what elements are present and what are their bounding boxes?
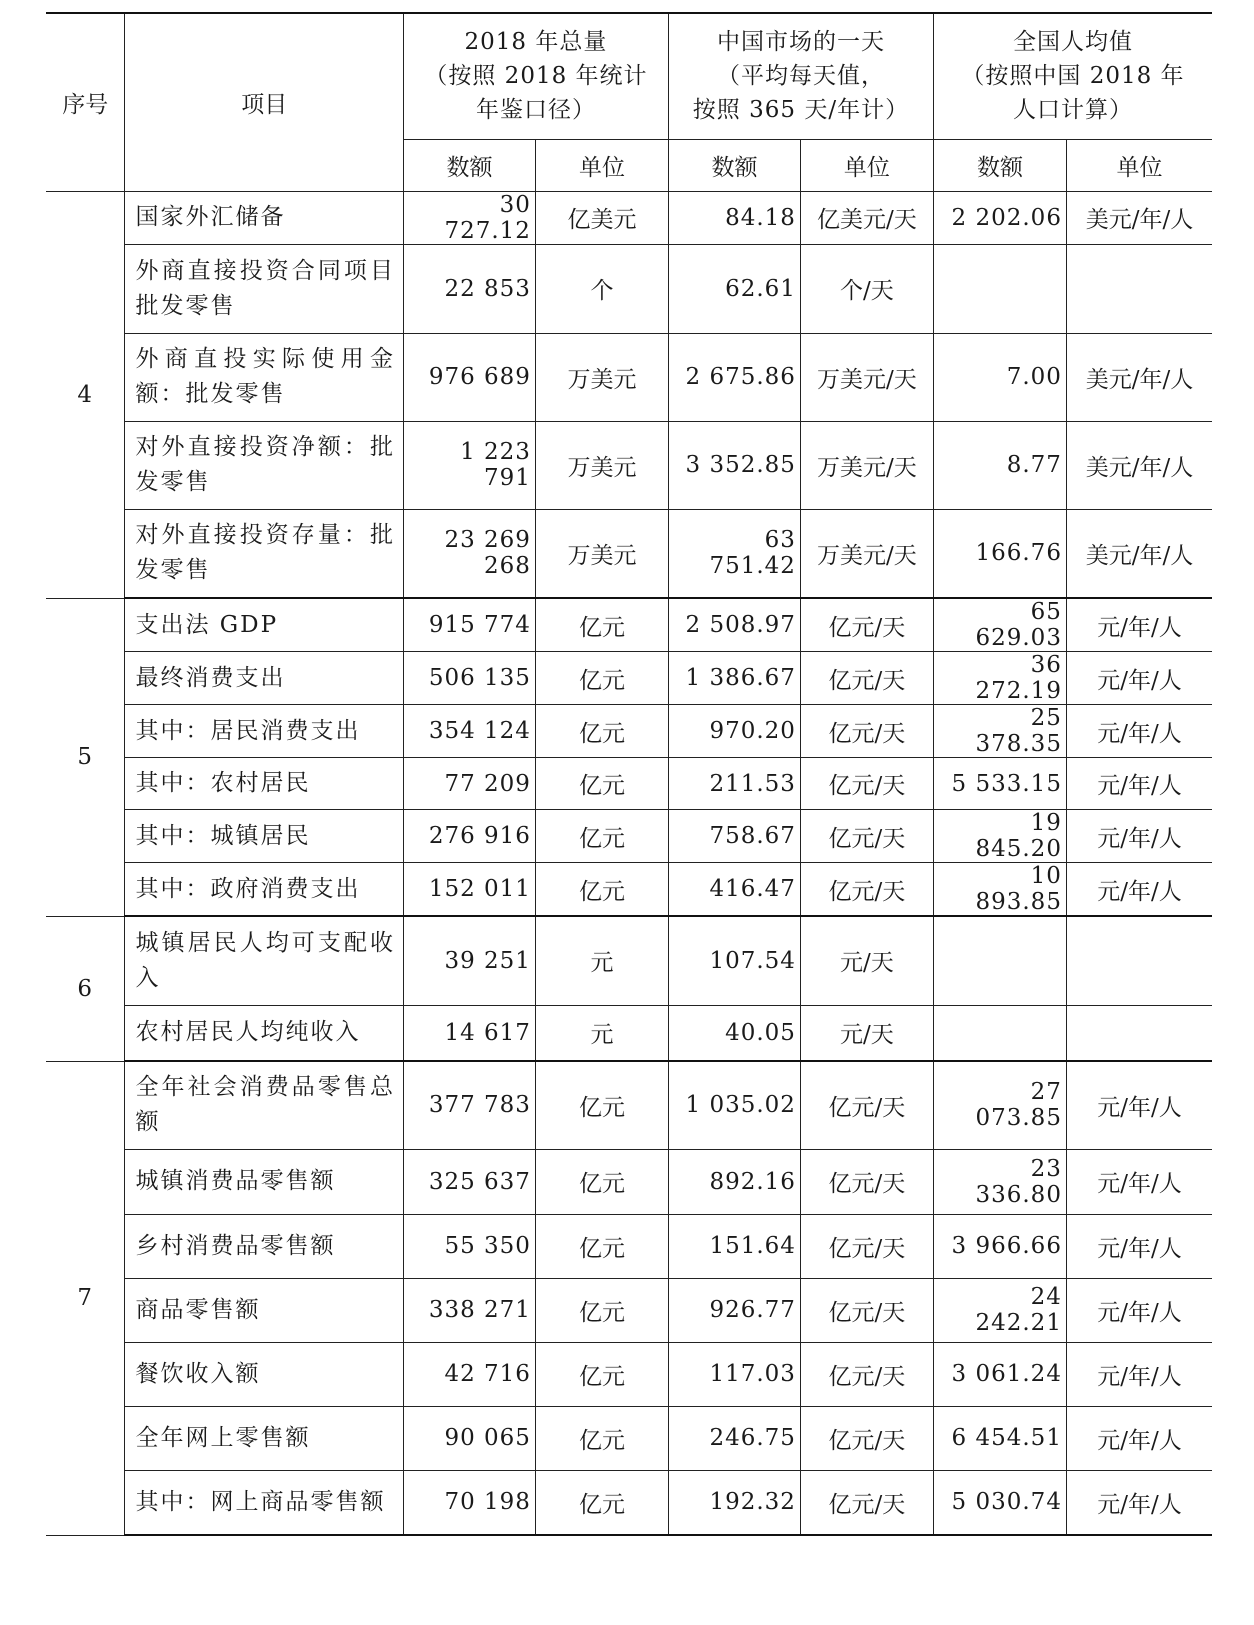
percapita-unit-cell: 元/年/人 <box>1066 1406 1212 1470</box>
percapita-amount-cell: 24 242.21 <box>933 1278 1066 1342</box>
total-amount-cell: 39 251 <box>403 916 535 1005</box>
percapita-amount-cell: 7.00 <box>933 333 1066 421</box>
daily-unit-cell: 元/天 <box>800 916 933 1005</box>
table-row <box>46 758 1212 810</box>
percapita-amount-cell: 8.77 <box>933 421 1066 509</box>
percapita-amount-cell: 23 336.80 <box>933 1149 1066 1214</box>
daily-unit-cell: 亿元/天 <box>800 705 933 758</box>
total-unit-cell: 亿元 <box>535 1149 668 1214</box>
statistics-table <box>46 12 1212 1536</box>
total-unit-cell: 亿元 <box>535 1061 668 1149</box>
total-amount-cell: 55 350 <box>403 1214 535 1278</box>
daily-unit-cell: 亿元/天 <box>800 1278 933 1342</box>
total-unit-cell: 亿元 <box>535 705 668 758</box>
item-cell: 外商直接投资合同项目批发零售 <box>125 244 404 333</box>
total-unit-cell: 亿元 <box>535 652 668 705</box>
header-seq: 序号 <box>46 13 125 191</box>
daily-unit-cell: 亿元/天 <box>800 1342 933 1406</box>
percapita-amount-cell: 36 272.19 <box>933 652 1066 705</box>
daily-unit-cell: 亿元/天 <box>800 1061 933 1149</box>
seq-cell: 4 <box>46 191 125 598</box>
percapita-unit-cell: 元/年/人 <box>1066 1149 1212 1214</box>
total-unit-cell: 亿元 <box>535 810 668 863</box>
table-row <box>46 810 1212 863</box>
total-unit-cell: 亿美元 <box>535 191 668 244</box>
item-cell: 商品零售额 <box>125 1278 404 1342</box>
table-row <box>46 1470 1212 1535</box>
percapita-amount-cell: 5 533.15 <box>933 758 1066 810</box>
table-row <box>46 244 1212 333</box>
percapita-unit-cell: 元/年/人 <box>1066 1470 1212 1535</box>
total-amount-cell: 506 135 <box>403 652 535 705</box>
table-row <box>46 1342 1212 1406</box>
total-amount-cell: 70 198 <box>403 1470 535 1535</box>
percapita-amount-cell: 25 378.35 <box>933 705 1066 758</box>
table-row <box>46 1005 1212 1061</box>
daily-amount-cell: 3 352.85 <box>668 421 800 509</box>
total-amount-cell: 976 689 <box>403 333 535 421</box>
header-pc-amount: 数额 <box>933 139 1066 191</box>
daily-amount-cell: 892.16 <box>668 1149 800 1214</box>
daily-unit-cell: 亿元/天 <box>800 1214 933 1278</box>
table-row <box>46 1406 1212 1470</box>
daily-amount-cell: 1 386.67 <box>668 652 800 705</box>
percapita-unit-cell: 元/年/人 <box>1066 758 1212 810</box>
percapita-unit-cell: 元/年/人 <box>1066 1214 1212 1278</box>
percapita-unit-cell: 美元/年/人 <box>1066 333 1212 421</box>
percapita-amount-cell: 27 073.85 <box>933 1061 1066 1149</box>
percapita-unit-cell: 元/年/人 <box>1066 705 1212 758</box>
daily-unit-cell: 亿元/天 <box>800 1470 933 1535</box>
total-amount-cell: 30 727.12 <box>403 191 535 244</box>
total-amount-cell: 377 783 <box>403 1061 535 1149</box>
total-amount-cell: 77 209 <box>403 758 535 810</box>
daily-unit-cell: 亿元/天 <box>800 598 933 652</box>
percapita-unit-cell: 元/年/人 <box>1066 1342 1212 1406</box>
percapita-amount-cell <box>933 244 1066 333</box>
total-unit-cell: 元 <box>535 1005 668 1061</box>
daily-unit-cell: 亿元/天 <box>800 758 933 810</box>
table-row <box>46 333 1212 421</box>
percapita-amount-cell <box>933 916 1066 1005</box>
table-row <box>46 421 1212 509</box>
total-amount-cell: 14 617 <box>403 1005 535 1061</box>
daily-unit-cell: 元/天 <box>800 1005 933 1061</box>
item-cell: 支出法 GDP <box>125 598 404 652</box>
total-unit-cell: 亿元 <box>535 758 668 810</box>
table-row <box>46 598 1212 652</box>
percapita-amount-cell: 3 966.66 <box>933 1214 1066 1278</box>
item-cell: 乡村消费品零售额 <box>125 1214 404 1278</box>
item-cell: 全年网上零售额 <box>125 1406 404 1470</box>
item-cell: 全年社会消费品零售总额 <box>125 1061 404 1149</box>
daily-unit-cell: 万美元/天 <box>800 509 933 598</box>
percapita-unit-cell <box>1066 1005 1212 1061</box>
total-amount-cell: 354 124 <box>403 705 535 758</box>
daily-unit-cell: 万美元/天 <box>800 421 933 509</box>
total-unit-cell: 万美元 <box>535 509 668 598</box>
table-row <box>46 509 1212 598</box>
table-row <box>46 1149 1212 1214</box>
percapita-unit-cell: 元/年/人 <box>1066 598 1212 652</box>
item-cell: 城镇消费品零售额 <box>125 1149 404 1214</box>
daily-unit-cell: 亿元/天 <box>800 652 933 705</box>
daily-amount-cell: 40.05 <box>668 1005 800 1061</box>
daily-amount-cell: 62.61 <box>668 244 800 333</box>
table-row <box>46 191 1212 244</box>
daily-amount-cell: 63 751.42 <box>668 509 800 598</box>
total-unit-cell: 亿元 <box>535 598 668 652</box>
header-item: 项目 <box>125 13 404 191</box>
percapita-amount-cell: 19 845.20 <box>933 810 1066 863</box>
daily-unit-cell: 亿元/天 <box>800 1406 933 1470</box>
table-row <box>46 1061 1212 1149</box>
item-cell: 其中：网上商品零售额 <box>125 1470 404 1535</box>
percapita-amount-cell <box>933 1005 1066 1061</box>
daily-unit-cell: 个/天 <box>800 244 933 333</box>
total-unit-cell: 亿元 <box>535 1278 668 1342</box>
percapita-amount-cell: 3 061.24 <box>933 1342 1066 1406</box>
table-row <box>46 705 1212 758</box>
item-cell: 其中：政府消费支出 <box>125 863 404 917</box>
percapita-unit-cell: 元/年/人 <box>1066 863 1212 917</box>
seq-cell: 5 <box>46 598 125 916</box>
percapita-amount-cell: 6 454.51 <box>933 1406 1066 1470</box>
total-amount-cell: 1 223 791 <box>403 421 535 509</box>
percapita-amount-cell: 5 030.74 <box>933 1470 1066 1535</box>
total-unit-cell: 亿元 <box>535 1214 668 1278</box>
total-amount-cell: 338 271 <box>403 1278 535 1342</box>
table-row <box>46 916 1212 1005</box>
daily-amount-cell: 107.54 <box>668 916 800 1005</box>
item-cell: 对外直接投资净额：批发零售 <box>125 421 404 509</box>
item-cell: 餐饮收入额 <box>125 1342 404 1406</box>
daily-amount-cell: 970.20 <box>668 705 800 758</box>
item-cell: 其中：居民消费支出 <box>125 705 404 758</box>
item-cell: 其中：农村居民 <box>125 758 404 810</box>
daily-unit-cell: 亿元/天 <box>800 1149 933 1214</box>
daily-amount-cell: 151.64 <box>668 1214 800 1278</box>
header-total-unit: 单位 <box>535 139 668 191</box>
total-amount-cell: 915 774 <box>403 598 535 652</box>
total-unit-cell: 元 <box>535 916 668 1005</box>
total-amount-cell: 42 716 <box>403 1342 535 1406</box>
percapita-unit-cell: 美元/年/人 <box>1066 191 1212 244</box>
header-daily-unit: 单位 <box>800 139 933 191</box>
daily-amount-cell: 246.75 <box>668 1406 800 1470</box>
header-total-amount: 数额 <box>403 139 535 191</box>
percapita-unit-cell: 美元/年/人 <box>1066 509 1212 598</box>
percapita-amount-cell: 166.76 <box>933 509 1066 598</box>
percapita-unit-cell: 元/年/人 <box>1066 810 1212 863</box>
daily-amount-cell: 117.03 <box>668 1342 800 1406</box>
total-amount-cell: 325 637 <box>403 1149 535 1214</box>
header-group-total: 2018 年总量 （按照 2018 年统计 年鉴口径） <box>403 13 668 139</box>
item-cell: 其中：城镇居民 <box>125 810 404 863</box>
total-amount-cell: 22 853 <box>403 244 535 333</box>
table-row <box>46 863 1212 917</box>
seq-cell: 6 <box>46 916 125 1061</box>
total-amount-cell: 276 916 <box>403 810 535 863</box>
item-cell: 国家外汇储备 <box>125 191 404 244</box>
item-cell: 外商直投实际使用金额：批发零售 <box>125 333 404 421</box>
header-pc-unit: 单位 <box>1066 139 1212 191</box>
percapita-unit-cell: 元/年/人 <box>1066 1278 1212 1342</box>
table-row <box>46 652 1212 705</box>
total-amount-cell: 23 269 268 <box>403 509 535 598</box>
percapita-amount-cell: 65 629.03 <box>933 598 1066 652</box>
percapita-unit-cell: 美元/年/人 <box>1066 421 1212 509</box>
total-unit-cell: 万美元 <box>535 333 668 421</box>
daily-unit-cell: 亿元/天 <box>800 863 933 917</box>
percapita-unit-cell <box>1066 916 1212 1005</box>
header-group-daily: 中国市场的一天 （平均每天值， 按照 365 天/年计） <box>668 13 933 139</box>
daily-amount-cell: 2 675.86 <box>668 333 800 421</box>
daily-amount-cell: 84.18 <box>668 191 800 244</box>
percapita-unit-cell: 元/年/人 <box>1066 1061 1212 1149</box>
total-unit-cell: 万美元 <box>535 421 668 509</box>
table-row <box>46 1278 1212 1342</box>
table-body <box>46 191 1212 1535</box>
percapita-unit-cell: 元/年/人 <box>1066 652 1212 705</box>
total-unit-cell: 亿元 <box>535 863 668 917</box>
daily-unit-cell: 亿美元/天 <box>800 191 933 244</box>
total-amount-cell: 152 011 <box>403 863 535 917</box>
daily-amount-cell: 192.32 <box>668 1470 800 1535</box>
total-unit-cell: 亿元 <box>535 1406 668 1470</box>
total-unit-cell: 个 <box>535 244 668 333</box>
daily-amount-cell: 758.67 <box>668 810 800 863</box>
item-cell: 最终消费支出 <box>125 652 404 705</box>
daily-amount-cell: 1 035.02 <box>668 1061 800 1149</box>
header-group-percapita: 全国人均值 （按照中国 2018 年 人口计算） <box>933 13 1212 139</box>
daily-amount-cell: 211.53 <box>668 758 800 810</box>
item-cell: 城镇居民人均可支配收入 <box>125 916 404 1005</box>
daily-unit-cell: 亿元/天 <box>800 810 933 863</box>
percapita-amount-cell: 2 202.06 <box>933 191 1066 244</box>
percapita-amount-cell: 10 893.85 <box>933 863 1066 917</box>
daily-amount-cell: 2 508.97 <box>668 598 800 652</box>
total-unit-cell: 亿元 <box>535 1342 668 1406</box>
daily-amount-cell: 416.47 <box>668 863 800 917</box>
item-cell: 农村居民人均纯收入 <box>125 1005 404 1061</box>
daily-unit-cell: 万美元/天 <box>800 333 933 421</box>
daily-amount-cell: 926.77 <box>668 1278 800 1342</box>
item-cell: 对外直接投资存量：批发零售 <box>125 509 404 598</box>
seq-cell: 7 <box>46 1061 125 1535</box>
table-row <box>46 1214 1212 1278</box>
header-daily-amount: 数额 <box>668 139 800 191</box>
total-amount-cell: 90 065 <box>403 1406 535 1470</box>
total-unit-cell: 亿元 <box>535 1470 668 1535</box>
percapita-unit-cell <box>1066 244 1212 333</box>
